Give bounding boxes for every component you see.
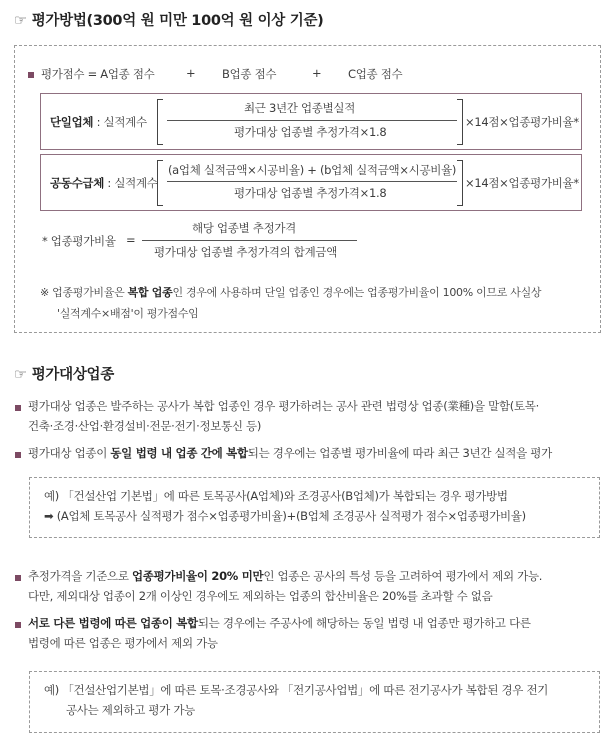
bullet-text-4: 서로 다른 법령에 따른 업종이 복합되는 경우에는 주공사에 해당하는 동일 법령 내 업종만 평가하고 다른 법령에 따른 업종은 평가에서 제외 가능	[28, 616, 531, 650]
formula-c-score: C업종 점수	[348, 67, 403, 81]
ratio-label: * 업종평가비율	[42, 234, 116, 248]
pointing-hand-icon: ☞	[14, 367, 27, 383]
section-title-text: 평가대상업종	[31, 367, 114, 383]
joint-denominator: 평가대상 업종별 추정가격×1.8	[234, 186, 387, 200]
pointing-hand-icon: ☞	[14, 13, 27, 29]
equals-sign: =	[126, 233, 136, 247]
bullet-text-2: 평가대상 업종이 동일 법령 내 업종 간에 복합되는 경우에는 업종별 평가비율에 따라 최근 3년간 실적을 평가	[28, 446, 552, 460]
left-bracket	[157, 99, 163, 145]
joint-company-label: 공동수급체 : 실적계수	[50, 176, 158, 190]
single-denominator: 평가대상 업종별 추정가격×1.8	[234, 125, 387, 139]
single-multiplier: ×14점×업종평가비율*	[465, 115, 579, 129]
bullet-text-1: 평가대상 업종은 발주하는 공사가 복합 업종인 경우 평가하려는 공사 관련 법령상 업종(業種)을 말함(토목· 건축·조경·산업·환경설비·전문·전기·정보통신 등)	[28, 399, 539, 433]
ratio-numerator: 해당 업종별 추정가격	[192, 221, 296, 235]
plus-sign: +	[312, 66, 322, 80]
joint-numerator: (a업체 실적금액×시공비율) + (b업체 실적금액×시공비율)	[168, 163, 457, 177]
bullet-square	[15, 575, 21, 581]
bullet-text-3: 추정가격을 기준으로 업종평가비율이 20% 미만인 업종은 공사의 특성 등을 고려하여 평가에서 제외 가능. 다만, 제외대상 업종이 2개 이상인 경우에도 제외하는 업종의 합산비율은 20%를 초과할 수 없음	[28, 569, 543, 603]
bullet-square	[28, 72, 34, 78]
right-arrow-icon: ➡	[44, 509, 54, 523]
fraction-line	[167, 120, 457, 121]
section-title-target-industry	[14, 363, 114, 384]
bullet-square	[15, 452, 21, 458]
right-bracket	[457, 99, 463, 145]
single-numerator: 최근 3년간 업종별실적	[244, 101, 356, 115]
example-2-text: 예) 「건설산업기본법」에 따른 토목·조경공사와 「전기공사업법」에 따른 전기공사가 복합된 경우 전기 공사는 제외하고 평가 가능	[44, 683, 549, 717]
formula-main-label: 평가점수 = A업종 점수	[41, 67, 155, 81]
joint-multiplier: ×14점×업종평가비율*	[465, 176, 579, 190]
plus-sign: +	[186, 66, 196, 80]
fraction-line	[167, 181, 457, 182]
fraction-line	[142, 240, 357, 241]
section-title-evaluation-method	[14, 9, 323, 30]
bullet-square	[15, 405, 21, 411]
note-line-2: '실적계수×배점'이 평가점수임	[57, 307, 199, 320]
example-1-text: 예) 「건설산업 기본법」에 따른 토목공사(A업체)와 조경공사(B업체)가 복합되는 경우 평가방법 ➡ (A업체 토목공사 실적평가 점수×업종평가비율)+(B업체 조경공사 실적평가 점수×업종평가비율)	[44, 489, 526, 523]
formula-b-score: B업종 점수	[222, 67, 277, 81]
single-company-label: 단일업체 : 실적계수	[50, 115, 147, 129]
note-line-1: ※ 업종평가비율은 복합 업종인 경우에 사용하며 단일 업종인 경우에는 업종평가비율이 100% 이므로 사실상	[40, 286, 542, 299]
left-bracket	[157, 160, 163, 206]
bullet-square	[15, 622, 21, 628]
section-title-text: 평가방법(300억 원 미만 100억 원 이상 기준)	[31, 13, 324, 29]
ratio-denominator: 평가대상 업종별 추정가격의 합계금액	[154, 245, 338, 259]
right-bracket	[457, 160, 463, 206]
